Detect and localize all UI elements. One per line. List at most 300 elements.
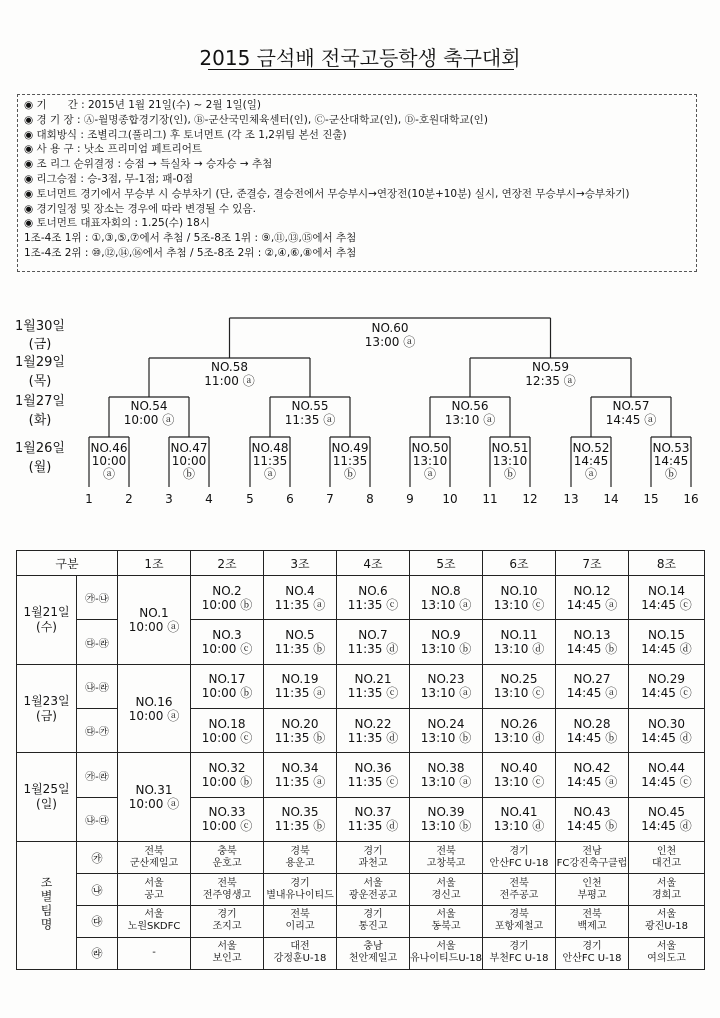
- header-group: 6조: [483, 551, 556, 576]
- group-game: [556, 709, 629, 753]
- schedule-row: [17, 576, 705, 620]
- game-time: 10:00 ⓑ: [201, 775, 253, 790]
- team-name: 백제고: [577, 921, 607, 933]
- group-game: [264, 664, 337, 708]
- team-region: 서울: [436, 909, 456, 921]
- game-number: NO.3: [212, 628, 242, 643]
- game-time: 14:45 ⓓ: [641, 730, 692, 745]
- bracket-slot-number: 1: [85, 492, 93, 506]
- team-region: 서울: [436, 877, 456, 889]
- team-cell: [629, 874, 705, 906]
- group-game: [556, 664, 629, 708]
- r16-game-time: 14:45: [653, 454, 689, 468]
- bracket-slot-number: 9: [406, 492, 414, 506]
- team-cell: [483, 937, 556, 969]
- match-day: [17, 753, 77, 842]
- r16-game-time: 11:35: [252, 454, 288, 468]
- pairing-label: ㉰-㉮: [77, 709, 118, 753]
- game-time: 11:35 ⓑ: [274, 730, 326, 745]
- group-game: [191, 753, 264, 797]
- game-number: NO.35: [281, 805, 319, 820]
- team-cell: [483, 874, 556, 906]
- team-cell: [410, 906, 483, 938]
- team-region: 경기: [509, 941, 529, 953]
- group-game: [337, 664, 410, 708]
- header-group: 8조: [629, 551, 705, 576]
- game-time: 13:10 ⓓ: [493, 642, 545, 657]
- game-number: NO.29: [647, 672, 686, 687]
- bracket-slot-number: 12: [522, 492, 538, 506]
- team-region: 인천: [656, 845, 677, 857]
- game-time: 14:45 ⓓ: [641, 819, 692, 834]
- game-time: 10:00 ⓑ: [201, 597, 253, 612]
- sf-game-number: NO.58: [210, 360, 249, 374]
- group-game: [629, 797, 705, 841]
- team-region: 전남: [582, 845, 602, 857]
- team-name: 통진고: [358, 921, 388, 933]
- game-number: NO.31: [135, 783, 173, 798]
- game-time: 13:10 ⓓ: [493, 730, 545, 745]
- team-name: 대건고: [652, 857, 681, 869]
- group-game: [191, 664, 264, 708]
- team-cell: [118, 874, 191, 906]
- sf-game-time: 11:00 ⓐ: [204, 374, 255, 388]
- game-number: NO.36: [354, 761, 392, 776]
- qf-game-time: 14:45 ⓐ: [605, 413, 657, 427]
- game-time: 11:35 ⓑ: [274, 642, 326, 657]
- game-time: 10:00 ⓐ: [128, 619, 180, 634]
- final-game-time: 13:00 ⓐ: [364, 335, 416, 349]
- team-cell: [337, 906, 410, 938]
- game-time: 14:45 ⓑ: [566, 730, 618, 745]
- notice-line: ◉ 리그승점 : 승-3점, 무-1점; 패-0점: [24, 172, 194, 185]
- team-region: 인천: [582, 877, 602, 889]
- game-time: 11:35 ⓓ: [347, 730, 399, 745]
- round-weekday: (목): [28, 374, 52, 389]
- game-time: 13:10 ⓐ: [420, 775, 472, 790]
- notice-line: ◉ 대회방식 : 조별리그(풀리그) 후 토너먼트 (각 조 1,2위팀 본선 진출): [24, 128, 347, 141]
- team-name: 보인고: [212, 953, 242, 965]
- group-game: [629, 576, 705, 620]
- team-row: [17, 874, 705, 906]
- game-number: NO.16: [135, 694, 173, 709]
- game-number: NO.27: [573, 672, 611, 687]
- match-day: [17, 664, 77, 753]
- team-cell: [629, 937, 705, 969]
- game-number: NO.34: [281, 761, 319, 776]
- game-time: 14:45 ⓒ: [641, 597, 692, 612]
- group-game: [410, 797, 483, 841]
- notice-line: ◉ 경기일정 및 장소는 경우에 따라 변경될 수 있음.: [24, 202, 256, 215]
- team-cell: [337, 874, 410, 906]
- r16-venue: ⓑ: [343, 467, 357, 481]
- team-name: 강정훈U-18: [273, 953, 327, 965]
- game-time: 11:35 ⓐ: [274, 775, 326, 790]
- bracket-slot-number: 14: [603, 492, 619, 506]
- group-game: [337, 753, 410, 797]
- game-time: 14:45 ⓓ: [641, 642, 692, 657]
- header-group: 1조: [118, 551, 191, 576]
- game-time: 14:45 ⓒ: [641, 775, 692, 790]
- game-time: 13:10 ⓑ: [420, 819, 472, 834]
- game-number: NO.4: [285, 583, 315, 598]
- game-number: NO.11: [500, 628, 538, 643]
- team-region: 서울: [144, 909, 164, 921]
- qf-game-number: NO.54: [130, 399, 168, 413]
- round-weekday: (월): [28, 460, 52, 475]
- match-day: [17, 576, 77, 665]
- game-time: 10:00 ⓐ: [128, 797, 180, 812]
- team-name: 유나이티드U-18: [410, 953, 482, 965]
- game-number: NO.45: [647, 805, 686, 820]
- qf-game-time: 11:35 ⓐ: [284, 413, 336, 427]
- header-group: 5조: [410, 551, 483, 576]
- bracket-slot-number: 10: [442, 492, 458, 506]
- team-name: 안산FC U-18: [489, 857, 549, 869]
- team-name: 광진U-18: [645, 921, 688, 933]
- game-number: NO.30: [647, 716, 686, 731]
- sf-game-number: NO.59: [531, 360, 570, 374]
- header-group: 7조: [556, 551, 629, 576]
- game-number: NO.44: [647, 761, 686, 776]
- team-name: 경신고: [431, 889, 461, 901]
- notice-line: ◉ 조 리그 순위결정 : 승점 → 득실차 → 승자승 → 추첨: [24, 158, 273, 171]
- page-title: 2015 금석배 전국고등학생 축구대회: [199, 46, 521, 70]
- team-cell: [264, 842, 337, 874]
- game-time: 13:10 ⓐ: [420, 597, 472, 612]
- game-time: 11:35 ⓑ: [274, 819, 326, 834]
- group-game: [629, 753, 705, 797]
- bracket-slot-number: 7: [326, 492, 334, 506]
- team-cell: [191, 937, 264, 969]
- schedule-row: [17, 664, 705, 708]
- r16-game-time: 11:35: [332, 454, 368, 468]
- team-cell: [191, 874, 264, 906]
- team-region: 전북: [217, 877, 237, 889]
- notice-line: ◉ 사 용 구 : 낫소 프리미엄 페트리어트: [24, 143, 203, 156]
- header-group: 3조: [264, 551, 337, 576]
- team-region: 서울: [656, 877, 677, 889]
- bracket-slot-number: 3: [165, 492, 173, 506]
- team-region: 전북: [290, 909, 310, 921]
- game-number: NO.40: [500, 761, 538, 776]
- team-name: 용운고: [285, 857, 315, 869]
- team-row: [17, 937, 705, 969]
- team-region: 경기: [582, 941, 602, 953]
- group-game: [483, 753, 556, 797]
- team-cell: [483, 842, 556, 874]
- group1-game: [118, 576, 191, 665]
- group-game: [410, 576, 483, 620]
- round-weekday: (화): [28, 413, 52, 428]
- team-region: 경북: [290, 845, 310, 857]
- game-number: NO.17: [208, 672, 246, 687]
- bracket-slot-number: 16: [683, 492, 699, 506]
- game-time: 10:00 ⓑ: [201, 686, 253, 701]
- bracket-slot-number: 13: [563, 492, 579, 506]
- bracket-slot-number: 8: [366, 492, 374, 506]
- match-date: 1월25일: [23, 782, 70, 797]
- notice-line: ◉ 토너먼트 대표자회의 : 1.25(수) 18시: [24, 217, 210, 230]
- team-name: 천안제일고: [348, 953, 398, 965]
- game-number: NO.10: [500, 583, 538, 598]
- team-cell: [483, 906, 556, 938]
- team-cell: [264, 906, 337, 938]
- round-date: 1월29일: [15, 355, 65, 370]
- team-cell: [556, 906, 629, 938]
- team-name: -: [152, 947, 156, 959]
- game-number: NO.43: [573, 805, 611, 820]
- team-mark: ㉰: [77, 906, 118, 938]
- game-time: 14:45 ⓒ: [641, 686, 692, 701]
- round-date: 1월26일: [15, 441, 65, 456]
- team-cell: [556, 842, 629, 874]
- game-time: 14:45 ⓑ: [566, 819, 618, 834]
- team-cell: [264, 874, 337, 906]
- qf-game-time: 10:00 ⓐ: [123, 413, 175, 427]
- team-region: 전북: [436, 845, 456, 857]
- team-region: 경기: [363, 909, 383, 921]
- team-name: 운호고: [212, 857, 242, 869]
- game-number: NO.12: [573, 583, 611, 598]
- bracket-slot-number: 6: [286, 492, 294, 506]
- group-game: [556, 797, 629, 841]
- team-region: 서울: [656, 909, 677, 921]
- bracket-slot-number: 11: [482, 492, 498, 506]
- group-game: [483, 797, 556, 841]
- team-name: 부천FC U-18: [489, 953, 549, 965]
- game-number: NO.7: [358, 628, 388, 643]
- group-game: [629, 709, 705, 753]
- schedule-row: [17, 753, 705, 797]
- r16-venue: ⓑ: [182, 467, 196, 481]
- team-mark: ㉯: [77, 874, 118, 906]
- group-game: [337, 797, 410, 841]
- group-game: [191, 797, 264, 841]
- team-name: 부평고: [577, 889, 607, 901]
- r16-game-number: NO.49: [331, 441, 369, 455]
- game-time: 11:35 ⓓ: [347, 819, 399, 834]
- team-name: 고창북고: [426, 857, 466, 869]
- r16-game-number: NO.50: [411, 441, 449, 455]
- team-cell: [118, 937, 191, 969]
- match-date: 1월21일: [23, 604, 70, 619]
- game-number: NO.26: [500, 716, 538, 731]
- game-number: NO.21: [354, 672, 392, 687]
- team-cell: [410, 874, 483, 906]
- r16-venue: ⓑ: [503, 467, 517, 481]
- team-cell: [556, 937, 629, 969]
- team-cell: [118, 906, 191, 938]
- game-time: 13:10 ⓐ: [420, 686, 472, 701]
- game-number: NO.33: [208, 805, 246, 820]
- bracket-slot-number: 5: [246, 492, 254, 506]
- r16-venue: ⓐ: [423, 467, 437, 481]
- game-time: 13:10 ⓒ: [493, 686, 545, 701]
- team-row: [17, 842, 705, 874]
- team-name: 광운전공고: [348, 889, 398, 901]
- r16-game-time: 13:10: [492, 454, 528, 468]
- game-number: NO.1: [139, 605, 169, 620]
- team-name: 경희고: [652, 889, 681, 901]
- team-cell: [556, 874, 629, 906]
- group-game: [410, 664, 483, 708]
- team-name: 안산FC U-18: [562, 953, 622, 965]
- group-game: [483, 709, 556, 753]
- game-number: NO.28: [573, 716, 611, 731]
- team-mark: ㉮: [77, 842, 118, 874]
- team-region: 서울: [363, 877, 383, 889]
- match-weekday: (금): [36, 708, 57, 723]
- game-time: 13:10 ⓒ: [493, 597, 545, 612]
- game-number: NO.5: [285, 628, 315, 643]
- group-game: [410, 709, 483, 753]
- game-time: 14:45 ⓐ: [566, 597, 618, 612]
- qf-game-number: NO.57: [612, 399, 650, 413]
- game-number: NO.39: [427, 805, 465, 820]
- r16-game-number: NO.52: [572, 441, 610, 455]
- r16-game-number: NO.47: [170, 441, 208, 455]
- team-cell: [410, 842, 483, 874]
- game-time: 13:10 ⓑ: [420, 642, 472, 657]
- game-number: NO.38: [427, 761, 465, 776]
- team-region: 서울: [656, 941, 677, 953]
- group-game: [483, 576, 556, 620]
- team-region: 충남: [363, 941, 383, 953]
- group-game: [337, 620, 410, 664]
- game-number: NO.25: [500, 672, 538, 687]
- pairing-label: ㉯-㉰: [77, 797, 118, 841]
- r16-game-number: NO.51: [491, 441, 529, 455]
- game-number: NO.42: [573, 761, 611, 776]
- team-name: 전주영생고: [202, 889, 252, 901]
- round-date: 1월27일: [15, 394, 65, 409]
- group-game: [264, 576, 337, 620]
- team-region: 전북: [582, 909, 602, 921]
- team-name: FC강진축구클럽: [556, 857, 628, 869]
- game-number: NO.6: [358, 583, 388, 598]
- game-number: NO.41: [500, 805, 538, 820]
- qf-game-time: 13:10 ⓐ: [444, 413, 496, 427]
- team-region: 경기: [217, 909, 237, 921]
- team-region: 서울: [436, 941, 456, 953]
- group-game: [337, 709, 410, 753]
- team-name: 포항제철고: [494, 921, 544, 933]
- game-number: NO.14: [647, 583, 686, 598]
- group-game: [191, 709, 264, 753]
- group-game: [629, 620, 705, 664]
- team-region: 경기: [290, 877, 310, 889]
- teams-label-text: 조별팀명: [39, 876, 53, 933]
- team-region: 충북: [217, 845, 237, 857]
- group-game: [264, 797, 337, 841]
- notice-line: ◉ 경 기 장 : Ⓐ-월명종합경기장(인), Ⓑ-군산국민체육센터(인), Ⓒ-군산대학교(인), Ⓓ-호원대학교(인): [24, 113, 488, 126]
- team-name: 조지고: [212, 921, 242, 933]
- team-cell: [629, 842, 705, 874]
- notice-line: ◉ 기 간 : 2015년 1월 21일(수) ~ 2월 1일(일): [24, 99, 261, 111]
- game-number: NO.23: [427, 672, 465, 687]
- team-cell: [410, 937, 483, 969]
- group-game: [191, 620, 264, 664]
- teams-label: [17, 842, 77, 970]
- pairing-label: ㉮-㉱: [77, 753, 118, 797]
- team-cell: [629, 906, 705, 938]
- group-schedule-table: [16, 550, 705, 970]
- game-time: 11:35 ⓒ: [347, 686, 399, 701]
- group-game: [556, 576, 629, 620]
- game-time: 11:35 ⓐ: [274, 686, 326, 701]
- bracket-slot-number: 2: [125, 492, 133, 506]
- group-game: [556, 620, 629, 664]
- game-time: 10:00 ⓐ: [128, 708, 180, 723]
- notice-line: ◉ 토너먼트 경기에서 무승부 시 승부차기 (단, 준결승, 결승전에서 무승부시→연장전(10분+10분) 실시, 연장전 무승부시→승부차기): [24, 187, 630, 200]
- team-name: 군산제일고: [129, 857, 179, 869]
- game-number: NO.2: [212, 583, 242, 598]
- team-name: 전주공고: [499, 889, 539, 901]
- game-number: NO.15: [647, 628, 686, 643]
- team-region: 대전: [290, 941, 310, 953]
- notice-line: 1조-4조 2위 : ⑩,⑫,⑭,⑯에서 추첨 / 5조-8조 2위 : ②,④,⑥,⑧에서 추첨: [24, 246, 357, 259]
- group-game: [629, 664, 705, 708]
- r16-game-number: NO.53: [652, 441, 690, 455]
- round-weekday: (금): [28, 337, 52, 352]
- team-cell: [191, 906, 264, 938]
- group-game: [264, 620, 337, 664]
- team-cell: [264, 937, 337, 969]
- team-region: 전북: [144, 845, 164, 857]
- team-name: 별내유나이티드: [266, 889, 334, 901]
- qf-game-number: NO.55: [291, 399, 329, 413]
- game-time: 10:00 ⓒ: [201, 730, 253, 745]
- team-cell: [337, 842, 410, 874]
- team-cell: [118, 842, 191, 874]
- notice-line: 1조-4조 1위 : ①,③,⑤,⑦에서 추첨 / 5조-8조 1위 : ⑨,⑪,⑬,⑮에서 추첨: [24, 232, 357, 245]
- r16-game-number: NO.48: [251, 441, 289, 455]
- team-region: 경기: [509, 845, 529, 857]
- team-name: 공고: [144, 889, 164, 901]
- team-region: 전북: [509, 877, 529, 889]
- game-time: 14:45 ⓑ: [566, 642, 618, 657]
- r16-game-time: 10:00: [91, 454, 127, 468]
- bracket-slot-number: 15: [643, 492, 659, 506]
- game-number: NO.32: [208, 761, 246, 776]
- r16-game-time: 10:00: [171, 454, 207, 468]
- qf-game-number: NO.56: [451, 399, 489, 413]
- bracket-slot-number: 4: [205, 492, 213, 506]
- game-number: NO.18: [208, 716, 246, 731]
- game-time: 10:00 ⓒ: [201, 819, 253, 834]
- final-game-number: NO.60: [371, 321, 409, 335]
- r16-game-time: 14:45: [573, 454, 609, 468]
- team-cell: [191, 842, 264, 874]
- header-category: 구분: [17, 551, 118, 576]
- pairing-label: ㉮-㉯: [77, 576, 118, 620]
- game-number: NO.22: [354, 716, 392, 731]
- match-weekday: (수): [36, 619, 57, 634]
- game-time: 11:35 ⓓ: [347, 642, 399, 657]
- team-name: 여의도고: [647, 953, 686, 965]
- group-game: [483, 664, 556, 708]
- r16-venue: ⓐ: [263, 467, 277, 481]
- game-time: 14:45 ⓐ: [566, 775, 618, 790]
- team-name: 이리고: [285, 921, 315, 933]
- game-number: NO.20: [281, 716, 319, 731]
- team-row: [17, 906, 705, 938]
- round-date: 1월30일: [15, 319, 65, 334]
- team-region: 서울: [144, 877, 164, 889]
- match-date: 1월23일: [23, 693, 70, 708]
- group-game: [483, 620, 556, 664]
